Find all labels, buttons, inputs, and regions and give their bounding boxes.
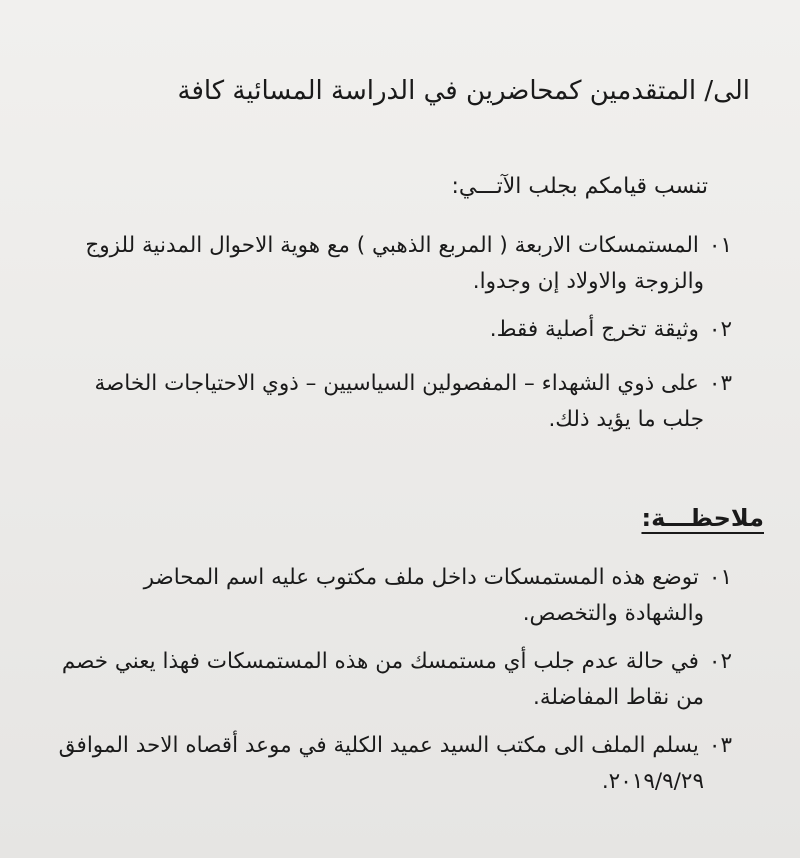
note-number: ٠١	[708, 565, 732, 590]
requirement-continuation: والزوجة والاولاد إن وجدوا.	[472, 269, 704, 294]
note-text: يسلم الملف الى مكتب السيد عميد الكلية في موعد أقصاه الاحد الموافق	[58, 733, 699, 758]
requirement-number: ٠١	[708, 233, 732, 258]
requirement-text: المستمسكات الاربعة ( المربع الذهبي ) مع هوية الاحوال المدنية للزوج	[85, 233, 699, 258]
requirement-item-2	[52, 312, 732, 348]
notes-heading: ملاحظـــة:	[641, 504, 764, 532]
requirement-item-1	[52, 228, 732, 300]
note-continuation: من نقاط المفاضلة.	[533, 685, 704, 710]
note-text: توضع هذه المستمسكات داخل ملف مكتوب عليه اسم المحاضر	[143, 565, 699, 590]
requirement-continuation: جلب ما يؤيد ذلك.	[548, 407, 704, 432]
requirement-number: ٠٢	[708, 317, 732, 342]
note-number: ٠٣	[708, 733, 732, 758]
note-continuation: ٢٠١٩/٩/٢٩.	[601, 769, 704, 794]
note-number: ٠٢	[708, 649, 732, 674]
requirement-number: ٠٣	[708, 371, 732, 396]
requirement-text: على ذوي الشهداء – المفصولين السياسيين – ذوي الاحتياجات الخاصة	[94, 371, 699, 396]
note-item-3	[52, 728, 732, 800]
intro-text: تنسب قيامكم بجلب الآتـــي:	[451, 174, 708, 199]
note-item-2	[52, 644, 732, 716]
requirement-text: وثيقة تخرج أصلية فقط.	[489, 317, 699, 342]
document-title: الى/ المتقدمين كمحاضرين في الدراسة المسائية كافة	[177, 76, 750, 106]
note-text: في حالة عدم جلب أي مستمسك من هذه المستمسكات فهذا يعني خصم	[61, 649, 699, 674]
note-continuation: والشهادة والتخصص.	[522, 601, 704, 626]
requirement-item-3	[52, 366, 732, 438]
note-item-1	[52, 560, 732, 632]
